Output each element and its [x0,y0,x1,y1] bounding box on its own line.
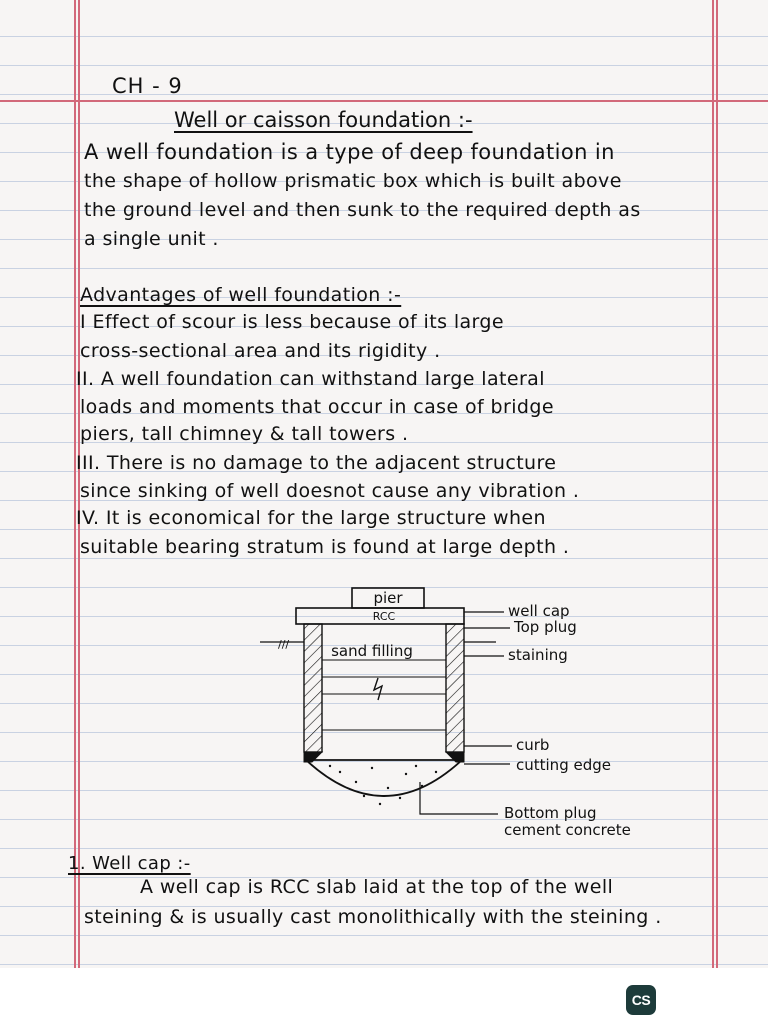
advantage-line: III. There is no damage to the adjacent structure [76,452,557,474]
left-steining-wall [304,624,322,752]
left-margin-line [74,0,76,968]
definition-line: the ground level and then sunk to the required depth as [84,199,641,221]
advantage-line: suitable bearing stratum is found at large depth . [80,536,570,558]
advantage-line: piers, tall chimney & tall towers . [80,423,409,445]
advantage-line: since sinking of well doesnot cause any vibration . [80,480,580,502]
curb-label: curb [516,736,550,754]
advantage-line: Ⅰ Effect of scour is less because of its large [80,311,504,333]
top-margin-rule [0,100,768,102]
right-margin-line [712,0,714,968]
advantage-line: cross-sectional area and its rigidity . [80,340,441,362]
camscanner-badge: CS [626,985,656,1015]
right-margin-line-inner [716,0,718,968]
definition-line: the shape of hollow prismatic box which is built above [84,170,622,192]
cutting-edge-label: cutting edge [516,756,611,774]
section-line: A well cap is RCC slab laid at the top of the well [140,876,614,898]
page-title: Well or caisson foundation :- [174,108,473,132]
section-line: steining & is usually cast monolithically with the steining . [84,906,662,928]
advantage-line: loads and moments that occur in case of bridge [80,396,554,418]
top-plug-label: Top plug [514,618,577,636]
definition-line: A well foundation is a type of deep foundation in [84,140,615,164]
svg-text:///: /// [278,638,290,651]
advantages-heading: Advantages of well foundation :- [80,284,402,306]
rcc-label: RCC [372,610,396,623]
advantage-line: II. A well foundation can withstand large lateral [76,368,545,390]
bottom-plug-label: Bottom plug [504,804,597,822]
section-heading: 1. Well cap :- [68,853,191,874]
chapter-label: CH - 9 [112,74,183,98]
right-steining-wall [446,624,464,752]
staining-label: staining [508,646,568,664]
cement-concrete-label: cement concrete [504,821,631,839]
sand-filling-label: sand filling [331,642,413,660]
pier-label: pier [373,589,403,607]
well-foundation-diagram [260,582,680,842]
advantage-line: IV. It is economical for the large structure when [76,507,546,529]
definition-line: a single unit . [84,228,219,250]
well-cap-label: well cap [508,602,570,620]
